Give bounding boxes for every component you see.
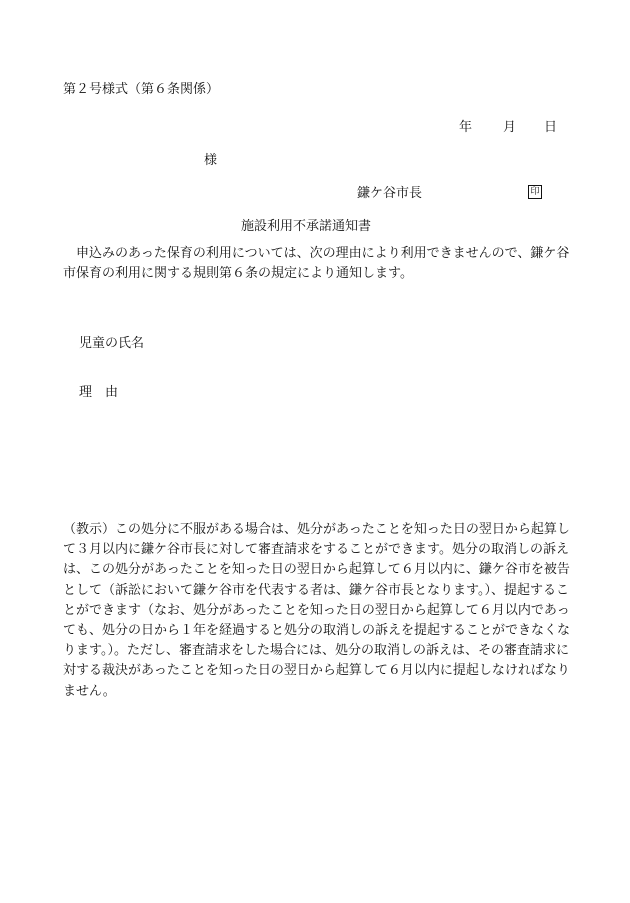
seal-mark: 印 [528,185,542,199]
form-number: 第２号様式（第６条関係） [63,82,220,97]
date-day-label: 日 [544,120,558,135]
date-year-label: 年 [459,120,473,135]
addressee-suffix: 様 [204,153,218,168]
document-title: 施設利用不承諾通知書 [241,219,372,234]
appeal-notice: （教示）この処分に不服がある場合は、処分があったことを知った日の翌日から起算して３月以内に鎌ケ谷市長に対して審査請求をすることができます。処分の取消しの訴えは、この処分があったことを知った日の翌日から起算して６月以内に、鎌ケ谷市を被告として（訴訟において鎌ケ谷市を代表する者は、鎌ケ谷市長となります。）、提起することができます（なお、処分があったことを知った日の翌日から起算して６月以内であっても、処分の日から１年を経過すると処分の取消しの訴えを提起することができなくなります。）。ただし、審査請求をした場合には、処分の取消しの訴えは、その審査請求に対する裁決があったことを知った日の翌日から起算して６月以内に提起しなければなりません。 [63,522,571,699]
body-paragraph: 申込みのあった保育の利用については、次の理由により利用できませんので、鎌ケ谷市保育の利用に関する規則第６条の規定により通知します。 [63,246,570,281]
sender-name: 鎌ケ谷市長 [357,186,423,201]
date-month-label: 月 [503,120,517,135]
reason-label: 理 由 [79,385,119,400]
child-name-label: 児童の氏名 [79,336,145,351]
